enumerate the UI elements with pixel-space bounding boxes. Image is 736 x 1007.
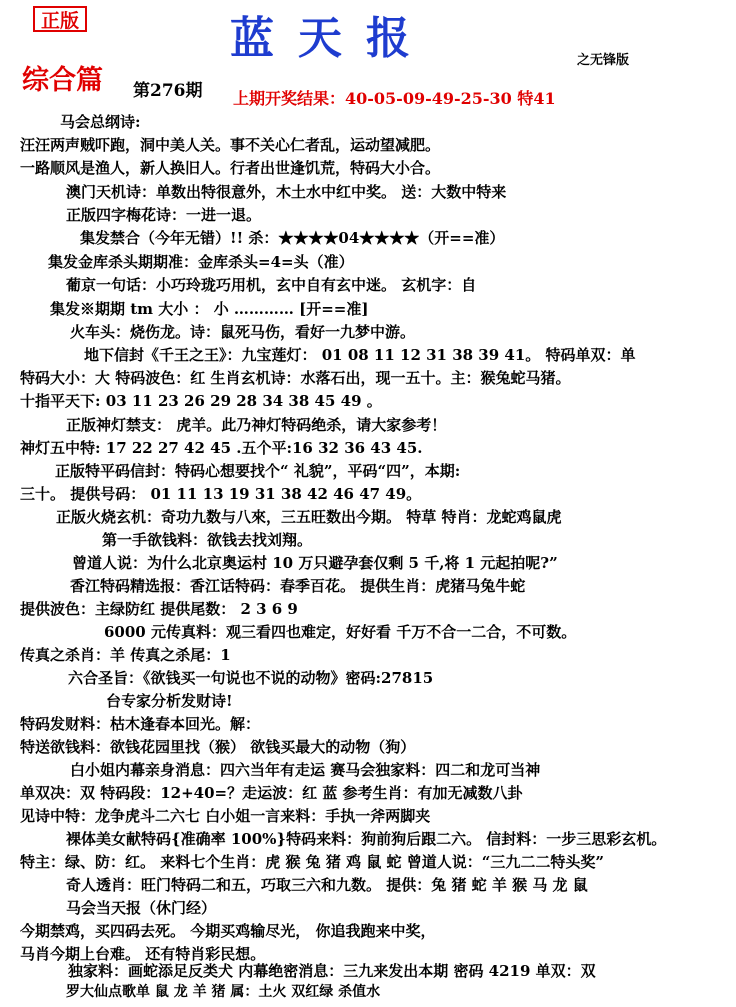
text-line: 特主：绿、防：红。 来料七个生肖：虎 猴 兔 猪 鸡 鼠 蛇 曾道人说：“三九二二特头奖” xyxy=(20,853,605,871)
text-line: 地下信封《千王之王》：九宝莲灯： 01 08 11 12 31 38 39 41。 特码单双：单 xyxy=(84,346,636,364)
text-line: 集发金库杀头期期准：金库杀头=4=头（准） xyxy=(48,253,354,271)
text-line: 白小姐内幕亲身消息：四六当年有走运 赛马会独家料：四二和龙可当神 xyxy=(70,761,541,779)
text-line: 正版特平码信封：特码心想要找个“ 礼貌”，平码“四”，本期: xyxy=(55,462,461,480)
text-line: 特码大小：大 特码波色：红 生肖玄机诗：水落石出，现一五十。主：猴兔蛇马猪。 xyxy=(20,369,571,387)
text-line: 罗大仙点歌单 鼠 龙 羊 猪 属：土火 双红绿 杀值水 xyxy=(66,984,381,1000)
section-title: 综合篇 xyxy=(22,65,103,96)
text-line: 裸体美女献特码{准确率 100%}特码来料：狗前狗后跟二六。 信封料：一步三思彩玄机。 xyxy=(66,830,667,848)
text-line: 6000 元传真料：观三看四也难定，好好看 千万不合一二合，不可数。 xyxy=(104,623,577,641)
text-line: 曾道人说：为什么北京奥运村 10 万只避孕套仅剩 5 千,将 1 元起拍呢?” xyxy=(72,554,558,572)
text-line: 传真之杀肖：羊 传真之杀尾：1 xyxy=(20,646,231,664)
text-line: 特送欲钱料：欲钱花园里找（猴） 欲钱买最大的动物（狗） xyxy=(20,738,416,756)
newspaper-title: 蓝天报 xyxy=(230,13,434,64)
text-line: 六合圣旨：《欲钱买一句说也不说的动物》密码:27815 xyxy=(68,669,434,687)
text-line: 见诗中特：龙争虎斗二六七 白小姐一言来料：手执一斧两脚夹 xyxy=(20,807,431,825)
text-line: 澳门天机诗：单数出特很意外，木土水中红中奖。 送：大数中特来 xyxy=(66,183,507,201)
text-line: 火车头：烧伤龙。诗：鼠死马伤，看好一九梦中游。 xyxy=(70,323,416,341)
text-line: 特码发财料：枯木逢春本回光。解： xyxy=(20,715,261,733)
issue-number: 第276期 xyxy=(133,81,203,101)
text-line: 十指平天下: 03 11 23 26 29 28 34 38 45 49 。 xyxy=(20,392,382,410)
edition-badge: 正版 xyxy=(33,6,87,32)
edition-label: 之无锋版 xyxy=(577,53,630,68)
text-line: 今期禁鸡，买四码去死。 今期买鸡输尽光， 你追我跑来中奖， xyxy=(20,922,436,940)
text-line: 集发※期期 tm 大小 ： 小 ………… [开==准] xyxy=(50,300,369,318)
text-line: 集发禁合（今年无错）!! 杀：★★★★04★★★★（开==准） xyxy=(80,229,505,247)
last-draw-result: 上期开奖结果：40-05-09-49-25-30 特41 xyxy=(233,89,556,108)
text-line: 马肖今期上台难。 还有特肖彩民想。 xyxy=(20,945,266,963)
text-line: 单双决：双 特码段：12+40=？走运波：红 蓝 参考生肖：有加无减数八卦 xyxy=(20,784,523,802)
text-line: 三十。 提供号码： 01 11 13 19 31 38 42 46 47 49。 xyxy=(20,485,422,503)
text-line: 一路顺风是渔人，新人换旧人。行者出世逢饥荒，特码大小合。 xyxy=(20,159,441,177)
text-line: 台专家分析发财诗! xyxy=(106,692,233,710)
text-line: 正版神灯禁支： 虎羊。此乃神灯特码绝杀，请大家参考！ xyxy=(66,416,447,434)
text-line: 提供波色：主绿防红 提供尾数： 2 3 6 9 xyxy=(20,600,298,618)
text-line: 奇人透肖：旺门特码二和五，巧取三六和九数。 提供：兔 猪 蛇 羊 猴 马 龙 鼠 xyxy=(66,876,588,894)
text-line: 马会当天报（休门经） xyxy=(66,899,217,917)
text-line: 正版火烧玄机：奇功九数与八來，三五旺数出今期。 特草 特肖：龙蛇鸡鼠虎 xyxy=(56,508,562,526)
text-line: 葡京一句话：小巧玲珑巧用机，玄中自有玄中迷。 玄机字：自 xyxy=(66,276,477,294)
text-line: 马会总纲诗: xyxy=(60,113,141,131)
text-line: 正版四字梅花诗：一进一退。 xyxy=(66,206,262,224)
text-line: 香江特码精选报：香江话特码：春季百花。 提供生肖：虎猪马兔牛蛇 xyxy=(70,577,526,595)
text-line: 独家料：画蛇添足反类犬 内幕绝密消息：三九来发出本期 密码 4219 单双：双 xyxy=(68,962,596,980)
text-line: 第一手欲钱料：欲钱去找刘翔。 xyxy=(102,531,313,549)
text-line: 汪汪两声贼吓跑，洞中美人关。事不关心仁者乱，运动望减肥。 xyxy=(20,136,441,154)
text-line: 神灯五中特: 17 22 27 42 45 .五个平:16 32 36 43 45. xyxy=(20,439,423,457)
